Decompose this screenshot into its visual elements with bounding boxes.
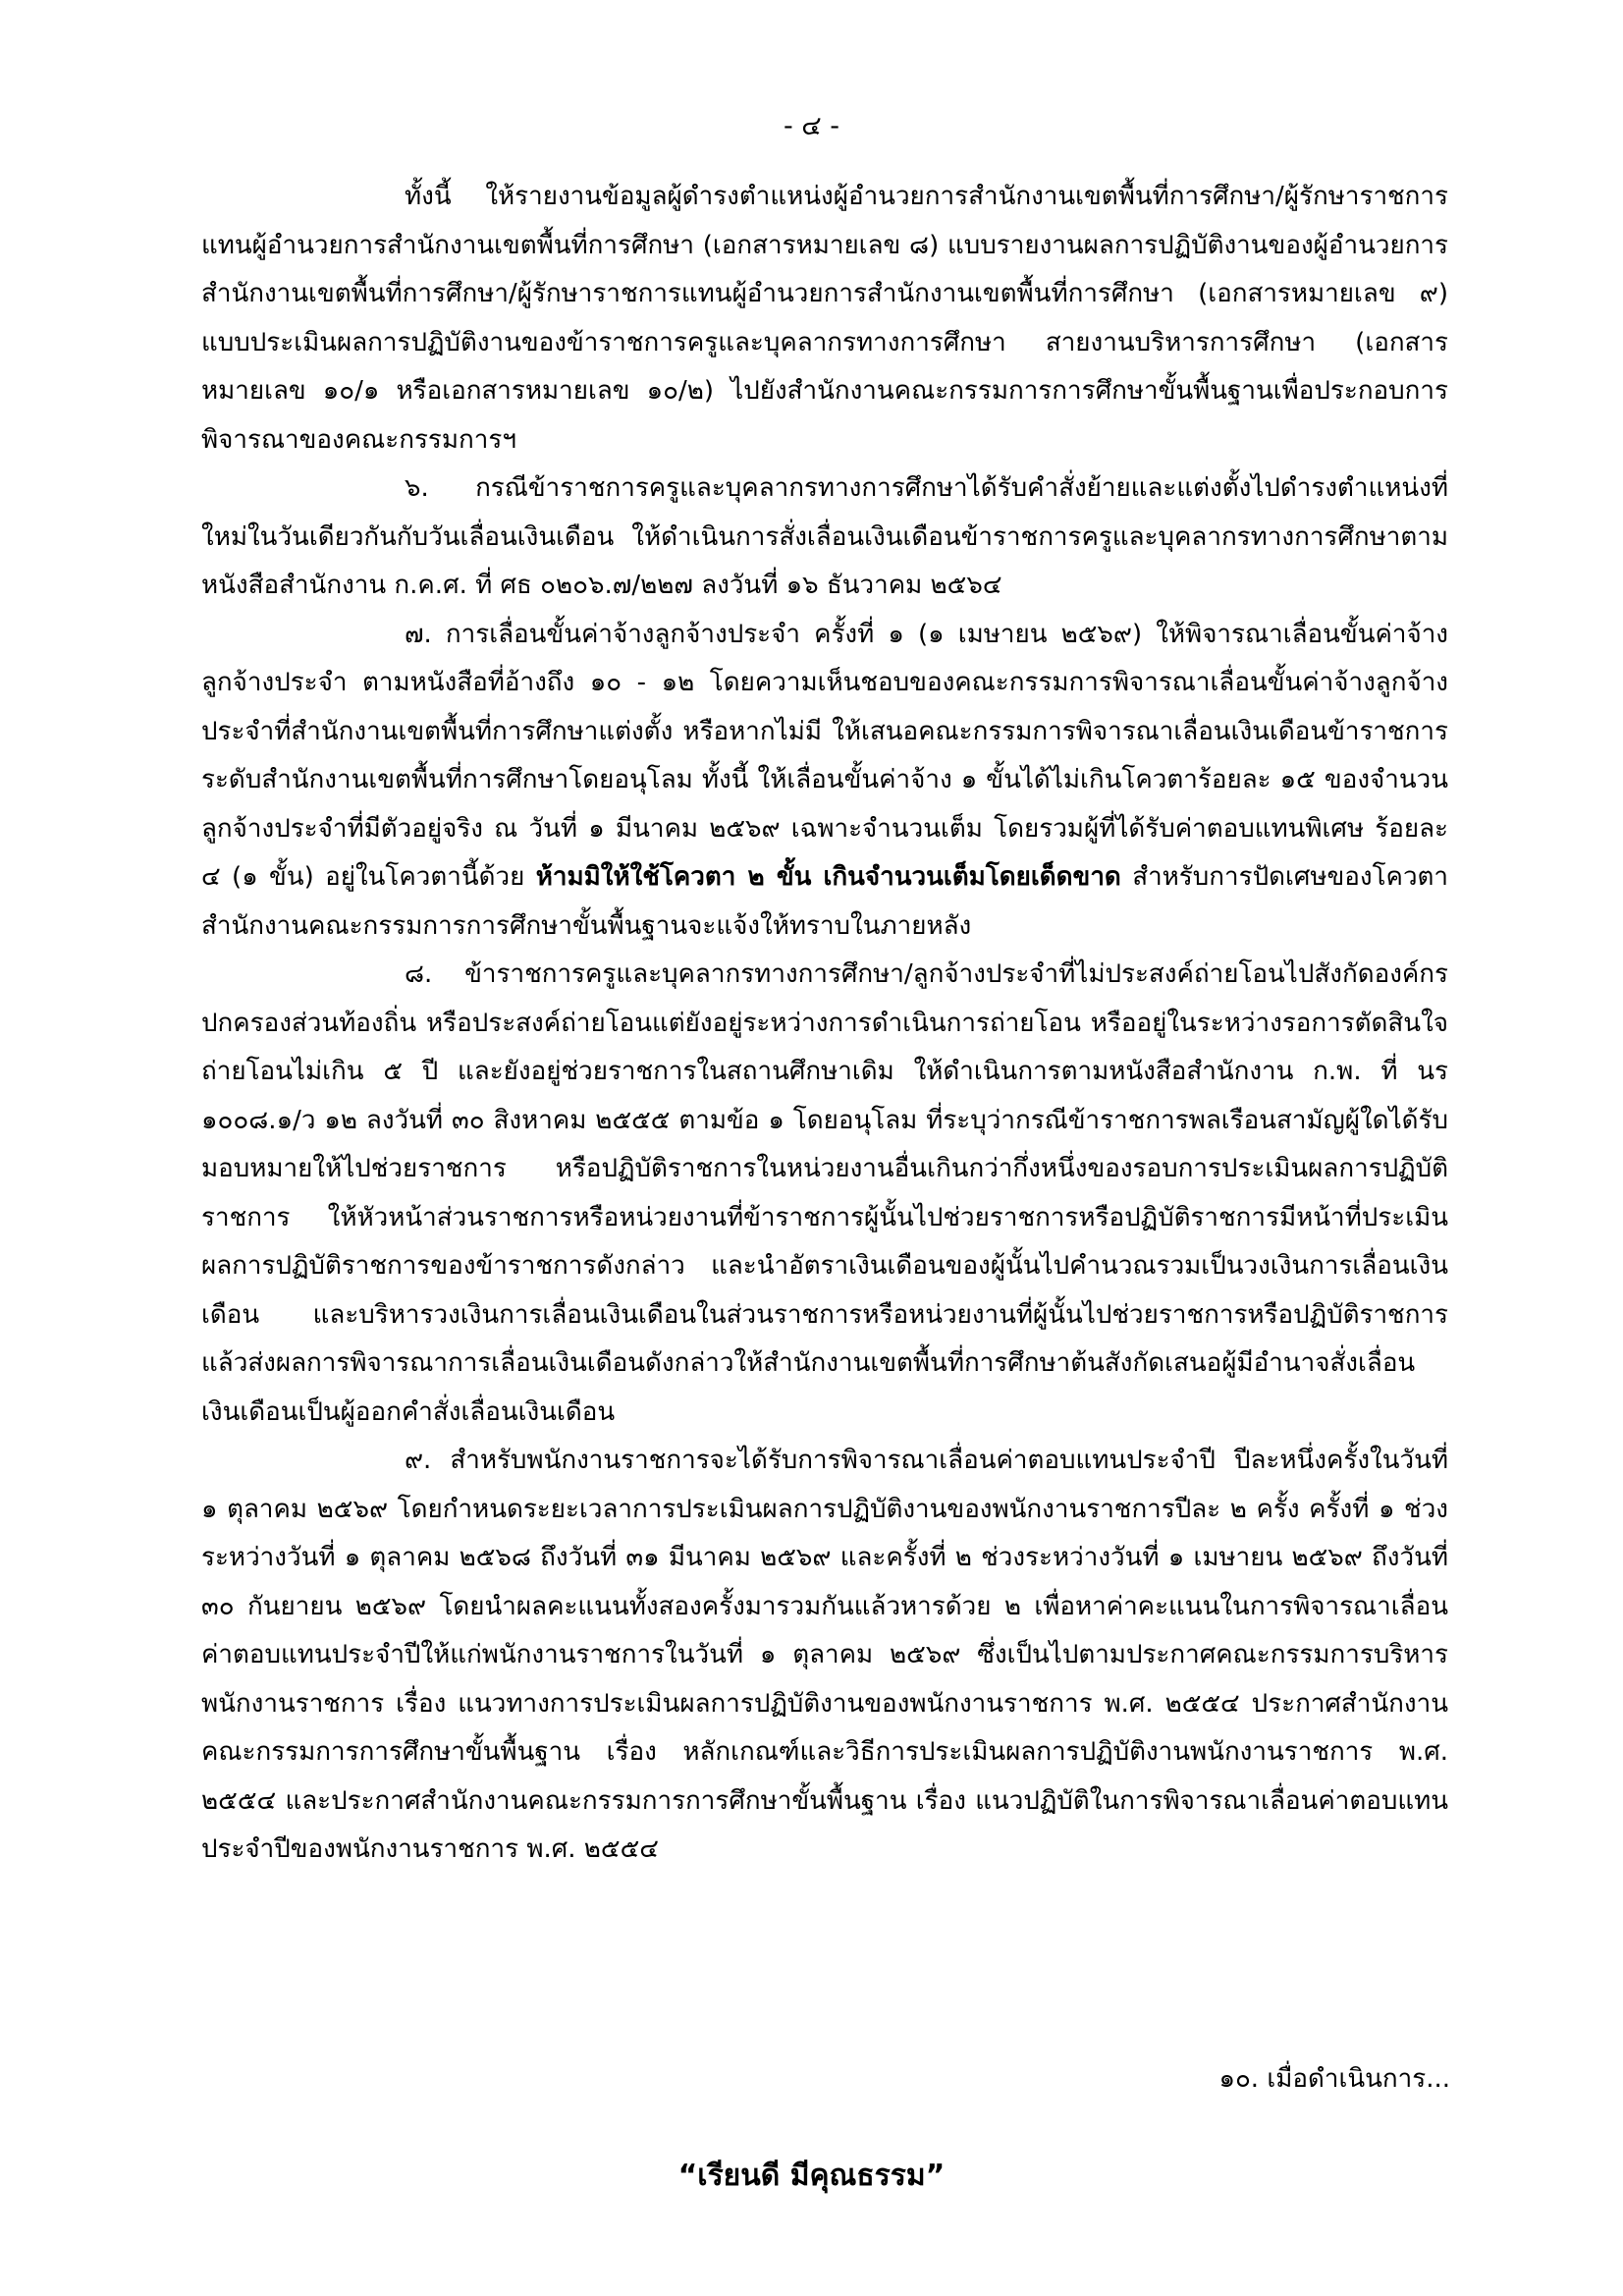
paragraph-item-7-main: ๗. การเลื่อนขั้นค่าจ้างลูกจ้างประจำ ครั้งที่ ๑ (๑ เมษายน ๒๕๖๙) ให้พิจารณาเลื่อนขั้นค่าจ้างลูกจ้างประจำ ตามหนังสือที่อ้างถึง ๑๐ - ๑๒ โดยความเห็นชอบของคณะกรรมการพิจารณาเลื่อนขั้นค่าจ้างลูกจ้างประจำที่สำนักงานเขตพื้นที่การศึกษาแต่งตั้ง หรือหากไม่มี ให้เสนอคณะกรรมการพิจารณาเลื่อนเงินเดือนข้าราชการระดับสำนักงานเขตพื้นที่การศึกษาโดยอนุโลม ทั้งนี้ ให้เลื่อนขั้นค่าจ้าง ๑ ขั้นได้ไม่เกินโควตาร้อยละ ๑๕ ของจำนวนลูกจ้างประจำที่มีตัวอยู่จริง ณ วันที่ ๑ มีนาคม ๒๕๖๙ เฉพาะจำนวนเต็ม โดยรวมผู้ที่ได้รับค่าตอบแทนพิเศษ ร้อยละ ๔ (๑ ขั้น) อยู่ในโควตานี้ด้วย: [201, 619, 1448, 892]
paragraph-item-9: ๙. สำหรับพนักงานราชการจะได้รับการพิจารณาเลื่อนค่าตอบแทนประจำปี ปีละหนึ่งครั้งในวันที่ ๑ ตุลาคม ๒๕๖๙ โดยกำหนดระยะเวลาการประเมินผลการปฏิบัติงานของพนักงานราชการปีละ ๒ ครั้ง ครั้งที่ ๑ ช่วงระหว่างวันที่ ๑ ตุลาคม ๒๕๖๘ ถึงวันที่ ๓๑ มีนาคม ๒๕๖๙ และครั้งที่ ๒ ช่วงระหว่างวันที่ ๑ เมษายน ๒๕๖๙ ถึงวันที่ ๓๐ กันยายน ๒๕๖๙ โดยนำผลคะแนนทั้งสองครั้งมารวมกันแล้วหารด้วย ๒ เพื่อหาค่าคะแนนในการพิจารณาเลื่อนค่าตอบแทนประจำปีให้แก่พนักงานราชการในวันที่ ๑ ตุลาคม ๒๕๖๙ ซึ่งเป็นไปตามประกาศคณะกรรมการบริหารพนักงานราชการ เรื่อง แนวทางการประเมินผลการปฏิบัติงานของพนักงานราชการ พ.ศ. ๒๕๕๔ ประกาศสำนักงานคณะกรรมการการศึกษาขั้นพื้นฐาน เรื่อง หลักเกณฑ์และวิธีการประเมินผลการปฏิบัติงานพนักงานราชการ พ.ศ. ๒๕๕๔ และประกาศสำนักงานคณะกรรมการการศึกษาขั้นพื้นฐาน เรื่อง แนวปฏิบัติในการพิจารณาเลื่อนค่าตอบแทนประจำปีของพนักงานราชการ พ.ศ. ๒๕๕๔: [201, 1446, 1448, 1864]
page-number: - ๔ -: [783, 111, 840, 141]
paragraph-item-7: [201, 611, 1448, 952]
paragraph-item-7-tail: สำหรับการปัดเศษของโควตา สำนักงานคณะกรรมการการศึกษาขั้นพื้นฐานจะแจ้งให้ทราบในภายหลัง: [201, 862, 1449, 941]
paragraph-item-7-bold-warning: ห้ามมิให้ใช้โควตา ๒ ขั้น เกินจำนวนเต็มโดยเด็ดขาด: [535, 862, 1121, 892]
paragraph-item-6: ๖. กรณีข้าราชการครูและบุคลากรทางการศึกษาได้รับคำสั่งย้ายและแต่งตั้งไปดำรงตำแหน่งที่ใหม่ในวันเดียวกันกับวันเลื่อนเงินเดือน ให้ดำเนินการสั่งเลื่อนเงินเดือนข้าราชการครูและบุคลากรทางการศึกษาตามหนังสือสำนักงาน ก.ค.ศ. ที่ ศธ ๐๒๐๖.๗/๒๒๗ ลงวันที่ ๑๖ ธันวาคม ๒๕๖๔: [201, 473, 1448, 600]
paragraph-item-8: ๘. ข้าราชการครูและบุคลากรทางการศึกษา/ลูกจ้างประจำที่ไม่ประสงค์ถ่ายโอนไปสังกัดองค์กรปกครองส่วนท้องถิ่น หรือประสงค์ถ่ายโอนแต่ยังอยู่ระหว่างการดำเนินการถ่ายโอน หรืออยู่ในระหว่างรอการตัดสินใจถ่ายโอนไม่เกิน ๕ ปี และยังอยู่ช่วยราชการในสถานศึกษาเดิม ให้ดำเนินการตามหนังสือสำนักงาน ก.พ. ที่ นร ๑๐๐๘.๑/ว ๑๒ ลงวันที่ ๓๐ สิงหาคม ๒๕๕๕ ตามข้อ ๑ โดยอนุโลม ที่ระบุว่ากรณีข้าราชการพลเรือนสามัญผู้ใดได้รับมอบหมายให้ไปช่วยราชการ หรือปฏิบัติราชการในหน่วยงานอื่นเกินกว่ากึ่งหนึ่งของรอบการประเมินผลการปฏิบัติราชการ ให้หัวหน้าส่วนราชการหรือหน่วยงานที่ข้าราชการผู้นั้นไปช่วยราชการหรือปฏิบัติราชการมีหน้าที่ประเมินผลการปฏิบัติราชการของข้าราชการดังกล่าว และนำอัตราเงินเดือนของผู้นั้นไปคำนวณรวมเป็นวงเงินการเลื่อนเงินเดือน และบริหารวงเงินการเลื่อนเงินเดือนในส่วนราชการหรือหน่วยงานที่ผู้นั้นไปช่วยราชการหรือปฏิบัติราชการ แล้วส่งผลการพิจารณาการเลื่อนเงินเดือนดังกล่าวให้สำนักงานเขตพื้นที่การศึกษาต้นสังกัดเสนอผู้มีอำนาจสั่งเลื่อนเงินเดือนเป็นผู้ออกคำสั่งเลื่อนเงินเดือน: [201, 959, 1448, 1427]
footer-motto: “เรียนดี มีคุณธรรม”: [677, 2159, 946, 2193]
continuation-note: ๑๐. เมื่อดำเนินการ...: [1218, 2064, 1450, 2094]
document-body: [201, 173, 1448, 1875]
paragraph-report-submission: ทั้งนี้ ให้รายงานข้อมูลผู้ดำรงตำแหน่งผู้อำนวยการสำนักงานเขตพื้นที่การศึกษา/ผู้รักษาราชการแทนผู้อำนวยการสำนักงานเขตพื้นที่การศึกษา (เอกสารหมายเลข ๘) แบบรายงานผลการปฏิบัติงานของผู้อำนวยการสำนักงานเขตพื้นที่การศึกษา/ผู้รักษาราชการแทนผู้อำนวยการสำนักงานเขตพื้นที่การศึกษา (เอกสารหมายเลข ๙) แบบประเมินผลการปฏิบัติงานของข้าราชการครูและบุคลากรทางการศึกษา สายงานบริหารการศึกษา (เอกสารหมายเลข ๑๐/๑ หรือเอกสารหมายเลข ๑๐/๒) ไปยังสำนักงานคณะกรรมการการศึกษาขั้นพื้นฐานเพื่อประกอบการพิจารณาของคณะกรรมการฯ: [201, 182, 1448, 455]
